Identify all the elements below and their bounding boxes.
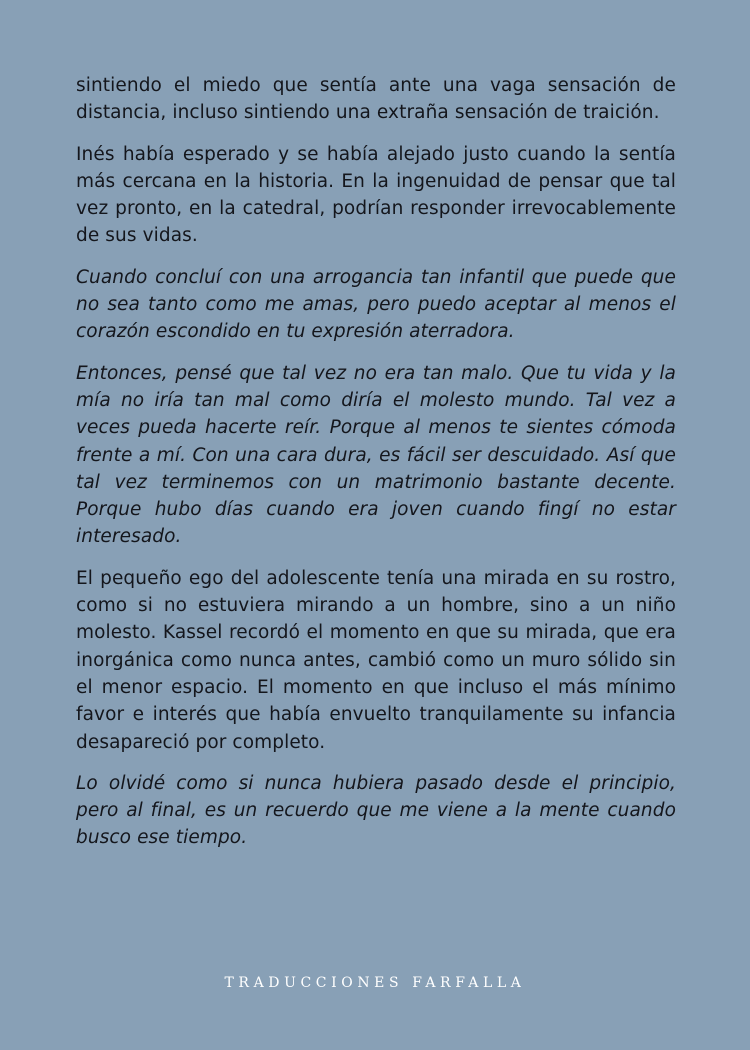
paragraph-6-italic: Lo olvidé como si nunca hubiera pasado desde el principio, pero al final, es un recuerdo que me viene a la mente cuando busco ese tiempo. (76, 772, 676, 849)
page-body (76, 72, 676, 866)
paragraph-1: sintiendo el miedo que sentía ante una vaga sensación de distancia, incluso sintiendo una extraña sensación de traición. (76, 75, 676, 124)
paragraph-5: El pequeño ego del adolescente tenía una mirada en su rostro, como si no estuviera mirando a un hombre, sino a un niño molesto. Kassel recordó el momento en que su mirada, que era inorgánica como nunca antes, cambió como un muro sólido sin el menor espacio. El momento en que incluso el más mínimo favor e interés que había envuelto tranquilamente su infancia desapareció por completo. (76, 567, 676, 753)
paragraph-2: Inés había esperado y se había alejado justo cuando la sentía más cercana en la historia. En la ingenuidad de pensar que tal vez pronto, en la catedral, podrían responder irrevocablemente de sus vidas. (76, 143, 676, 247)
paragraph-4-italic: Entonces, pensé que tal vez no era tan malo. Que tu vida y la mía no iría tan mal como diría el molesto mundo. Tal vez a veces pueda hacerte reír. Porque al menos te sientes cómoda frente a mí. Con una cara dura, es fácil ser descuidado. Así que tal vez terminemos con un matrimonio bastante decente. Porque hubo días cuando era joven cuando fingí no estar interesado. (76, 362, 676, 548)
paragraph-3-italic: Cuando concluí con una arrogancia tan infantil que puede que no sea tanto como me amas, pero puedo aceptar al menos el corazón escondido en tu expresión aterradora. (76, 266, 676, 343)
footer-credit: TRADUCCIONES FARFALLA (224, 975, 526, 991)
